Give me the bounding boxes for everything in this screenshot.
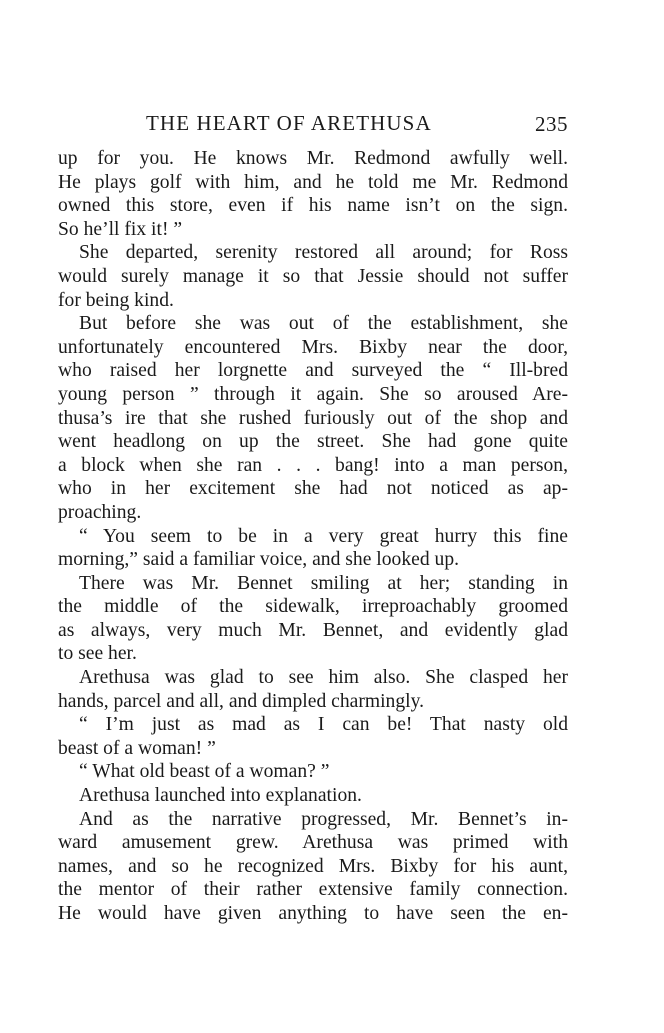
text-line: went headlong on up the street. She had gone quite <box>58 431 568 453</box>
page-number: 235 <box>535 112 568 136</box>
text-line: “ What old beast of a woman? ” <box>79 761 330 783</box>
text-line: Arethusa was glad to see him also. She clasped her <box>79 667 568 689</box>
text-line: He plays golf with him, and he told me Mr. Redmond <box>58 171 568 193</box>
text-line: hands, parcel and all, and dimpled charmingly. <box>58 690 424 712</box>
text-line: young person ” through it again. She so aroused Are- <box>58 383 568 405</box>
text-line: thusa’s ire that she rushed furiously out of the shop and <box>58 407 568 429</box>
text-line: morning,” said a familiar voice, and she looked up. <box>58 549 460 571</box>
text-line: who in her excitement she had not noticed as ap- <box>58 478 568 500</box>
running-header <box>58 111 568 139</box>
text-line: proaching. <box>58 501 142 523</box>
text-line: There was Mr. Bennet smiling at her; standing in <box>79 572 568 594</box>
text-line: who raised her lorgnette and surveyed the “ Ill-bred <box>58 360 568 382</box>
text-line: would surely manage it so that Jessie should not suffer <box>58 265 568 287</box>
text-line: He would have given anything to have seen the en- <box>58 903 568 924</box>
text-line: beast of a woman! ” <box>58 737 216 759</box>
text-line: And as the narrative progressed, Mr. Bennet’s in- <box>79 808 568 830</box>
text-line: the mentor of their rather extensive family connection. <box>58 879 568 901</box>
text-line: But before she was out of the establishment, she <box>79 313 568 335</box>
text-line: She departed, serenity restored all around; for Ross <box>79 242 568 264</box>
text-line: up for you. He knows Mr. Redmond awfully well. <box>58 148 568 169</box>
text-line: So he’ll fix it! ” <box>58 218 183 240</box>
text-line: names, and so he recognized Mrs. Bixby for his aunt, <box>58 855 568 877</box>
text-line: “ You seem to be in a very great hurry this fine <box>79 525 568 547</box>
text-line: Arethusa launched into explanation. <box>79 785 362 807</box>
text-line: owned this store, even if his name isn’t on the sign. <box>58 195 568 217</box>
text-line: “ I’m just as mad as I can be! That nasty old <box>79 714 568 736</box>
body-text <box>58 147 568 926</box>
text-line: the middle of the sidewalk, irreproachably groomed <box>58 596 568 618</box>
running-title: THE HEART OF ARETHUSA <box>146 111 432 135</box>
text-line: unfortunately encountered Mrs. Bixby near the door, <box>58 336 568 358</box>
text-line: as always, very much Mr. Bennet, and evidently glad <box>58 619 568 641</box>
text-line: a block when she ran . . . bang! into a man person, <box>58 454 568 476</box>
text-line: to see her. <box>58 643 137 665</box>
text-line: ward amusement grew. Arethusa was primed with <box>58 832 568 854</box>
text-line: for being kind. <box>58 289 174 311</box>
